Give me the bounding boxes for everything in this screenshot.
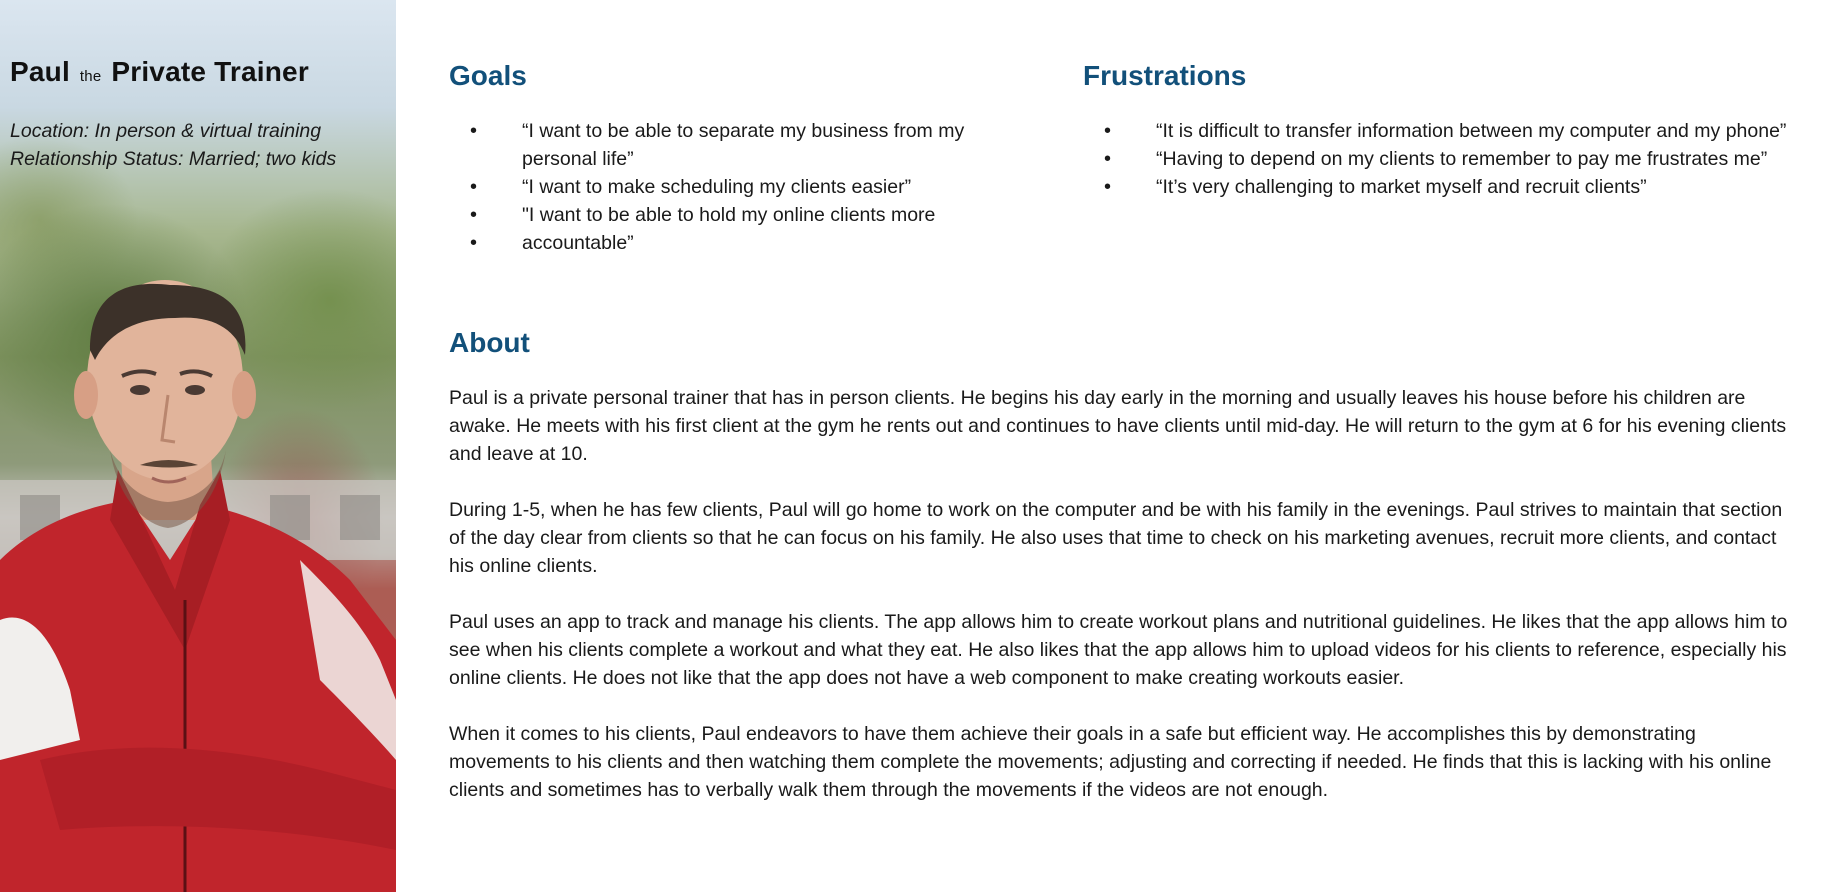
- persona-name: Paul: [10, 56, 70, 87]
- goal-text: “I want to make scheduling my clients easier”: [522, 176, 912, 198]
- bullet-dot-icon: •: [470, 204, 478, 226]
- about-heading: About: [449, 327, 530, 358]
- frustration-text: “Having to depend on my clients to remember to pay me frustrates me”: [1156, 148, 1768, 170]
- list-item: [449, 229, 989, 257]
- about-body: [449, 384, 1789, 832]
- list-item: [449, 173, 989, 201]
- bullet-dot-icon: •: [470, 232, 478, 254]
- frustration-text: “It’s very challenging to market myself and recruit clients”: [1156, 176, 1647, 198]
- persona-title: [10, 56, 309, 88]
- list-item: [1083, 145, 1803, 173]
- list-item: [449, 201, 989, 229]
- frustrations-list: [1083, 117, 1803, 201]
- persona-meta: [10, 117, 336, 173]
- bullet-dot-icon: •: [1104, 148, 1112, 170]
- about-paragraph: When it comes to his clients, Paul endeavors to have them achieve their goals in a safe but efficient way. He accomplishes this by demonstrating movements to his clients and then watching them complete the movements; adjusting and correcting if needed. He finds that this is lacking with his online clients and sometimes has to verbally walk them through the movements if the videos are not enough.: [449, 723, 1772, 801]
- about-paragraph: Paul uses an app to track and manage his clients. The app allows him to create workout plans and nutritional guidelines. He likes that the app allows him to see when his clients complete a workout and what they eat. He also likes that the app allows him to upload videos for his clients to reference, especially his online clients. He does not like that the app does not have a web component to make creating workouts easier.: [449, 611, 1788, 689]
- persona-photo-panel: [0, 0, 396, 892]
- goal-text: “I want to be able to separate my business from my personal life”: [522, 120, 965, 170]
- frustrations-heading: Frustrations: [1083, 60, 1247, 91]
- goal-text: "I want to be able to hold my online clients more: [522, 204, 936, 226]
- bullet-dot-icon: •: [1104, 176, 1112, 198]
- bullet-dot-icon: •: [470, 120, 478, 142]
- bullet-dot-icon: •: [1104, 120, 1112, 142]
- list-item: [1083, 173, 1803, 201]
- persona-connector: the: [79, 68, 102, 85]
- goals-list: [449, 117, 989, 257]
- persona-role: Private Trainer: [111, 56, 309, 87]
- list-item: [1083, 117, 1803, 145]
- goals-heading: Goals: [449, 60, 527, 91]
- bullet-dot-icon: •: [470, 176, 478, 198]
- frustration-text: “It is difficult to transfer information between my computer and my phone”: [1156, 120, 1787, 142]
- persona-relationship: Relationship Status: Married; two kids: [10, 148, 337, 170]
- about-paragraph: Paul is a private personal trainer that has in person clients. He begins his day early in the morning and usually leaves his house before his children are awake. He meets with his first client at the gym he rents out and continues to have clients until mid-day. He will return to the gym at 6 for his evening clients and leave at 10.: [449, 387, 1787, 465]
- goal-text: accountable”: [522, 232, 634, 254]
- about-paragraph: During 1-5, when he has few clients, Paul will go home to work on the computer and be with his family in the evenings. Paul strives to maintain that section of the day clear from clients so that he can focus on his family. He also uses that time to check on his marketing avenues, recruit more clients, and contact his online clients.: [449, 499, 1783, 577]
- list-item: [449, 117, 989, 173]
- persona-location: Location: In person & virtual training: [10, 120, 322, 142]
